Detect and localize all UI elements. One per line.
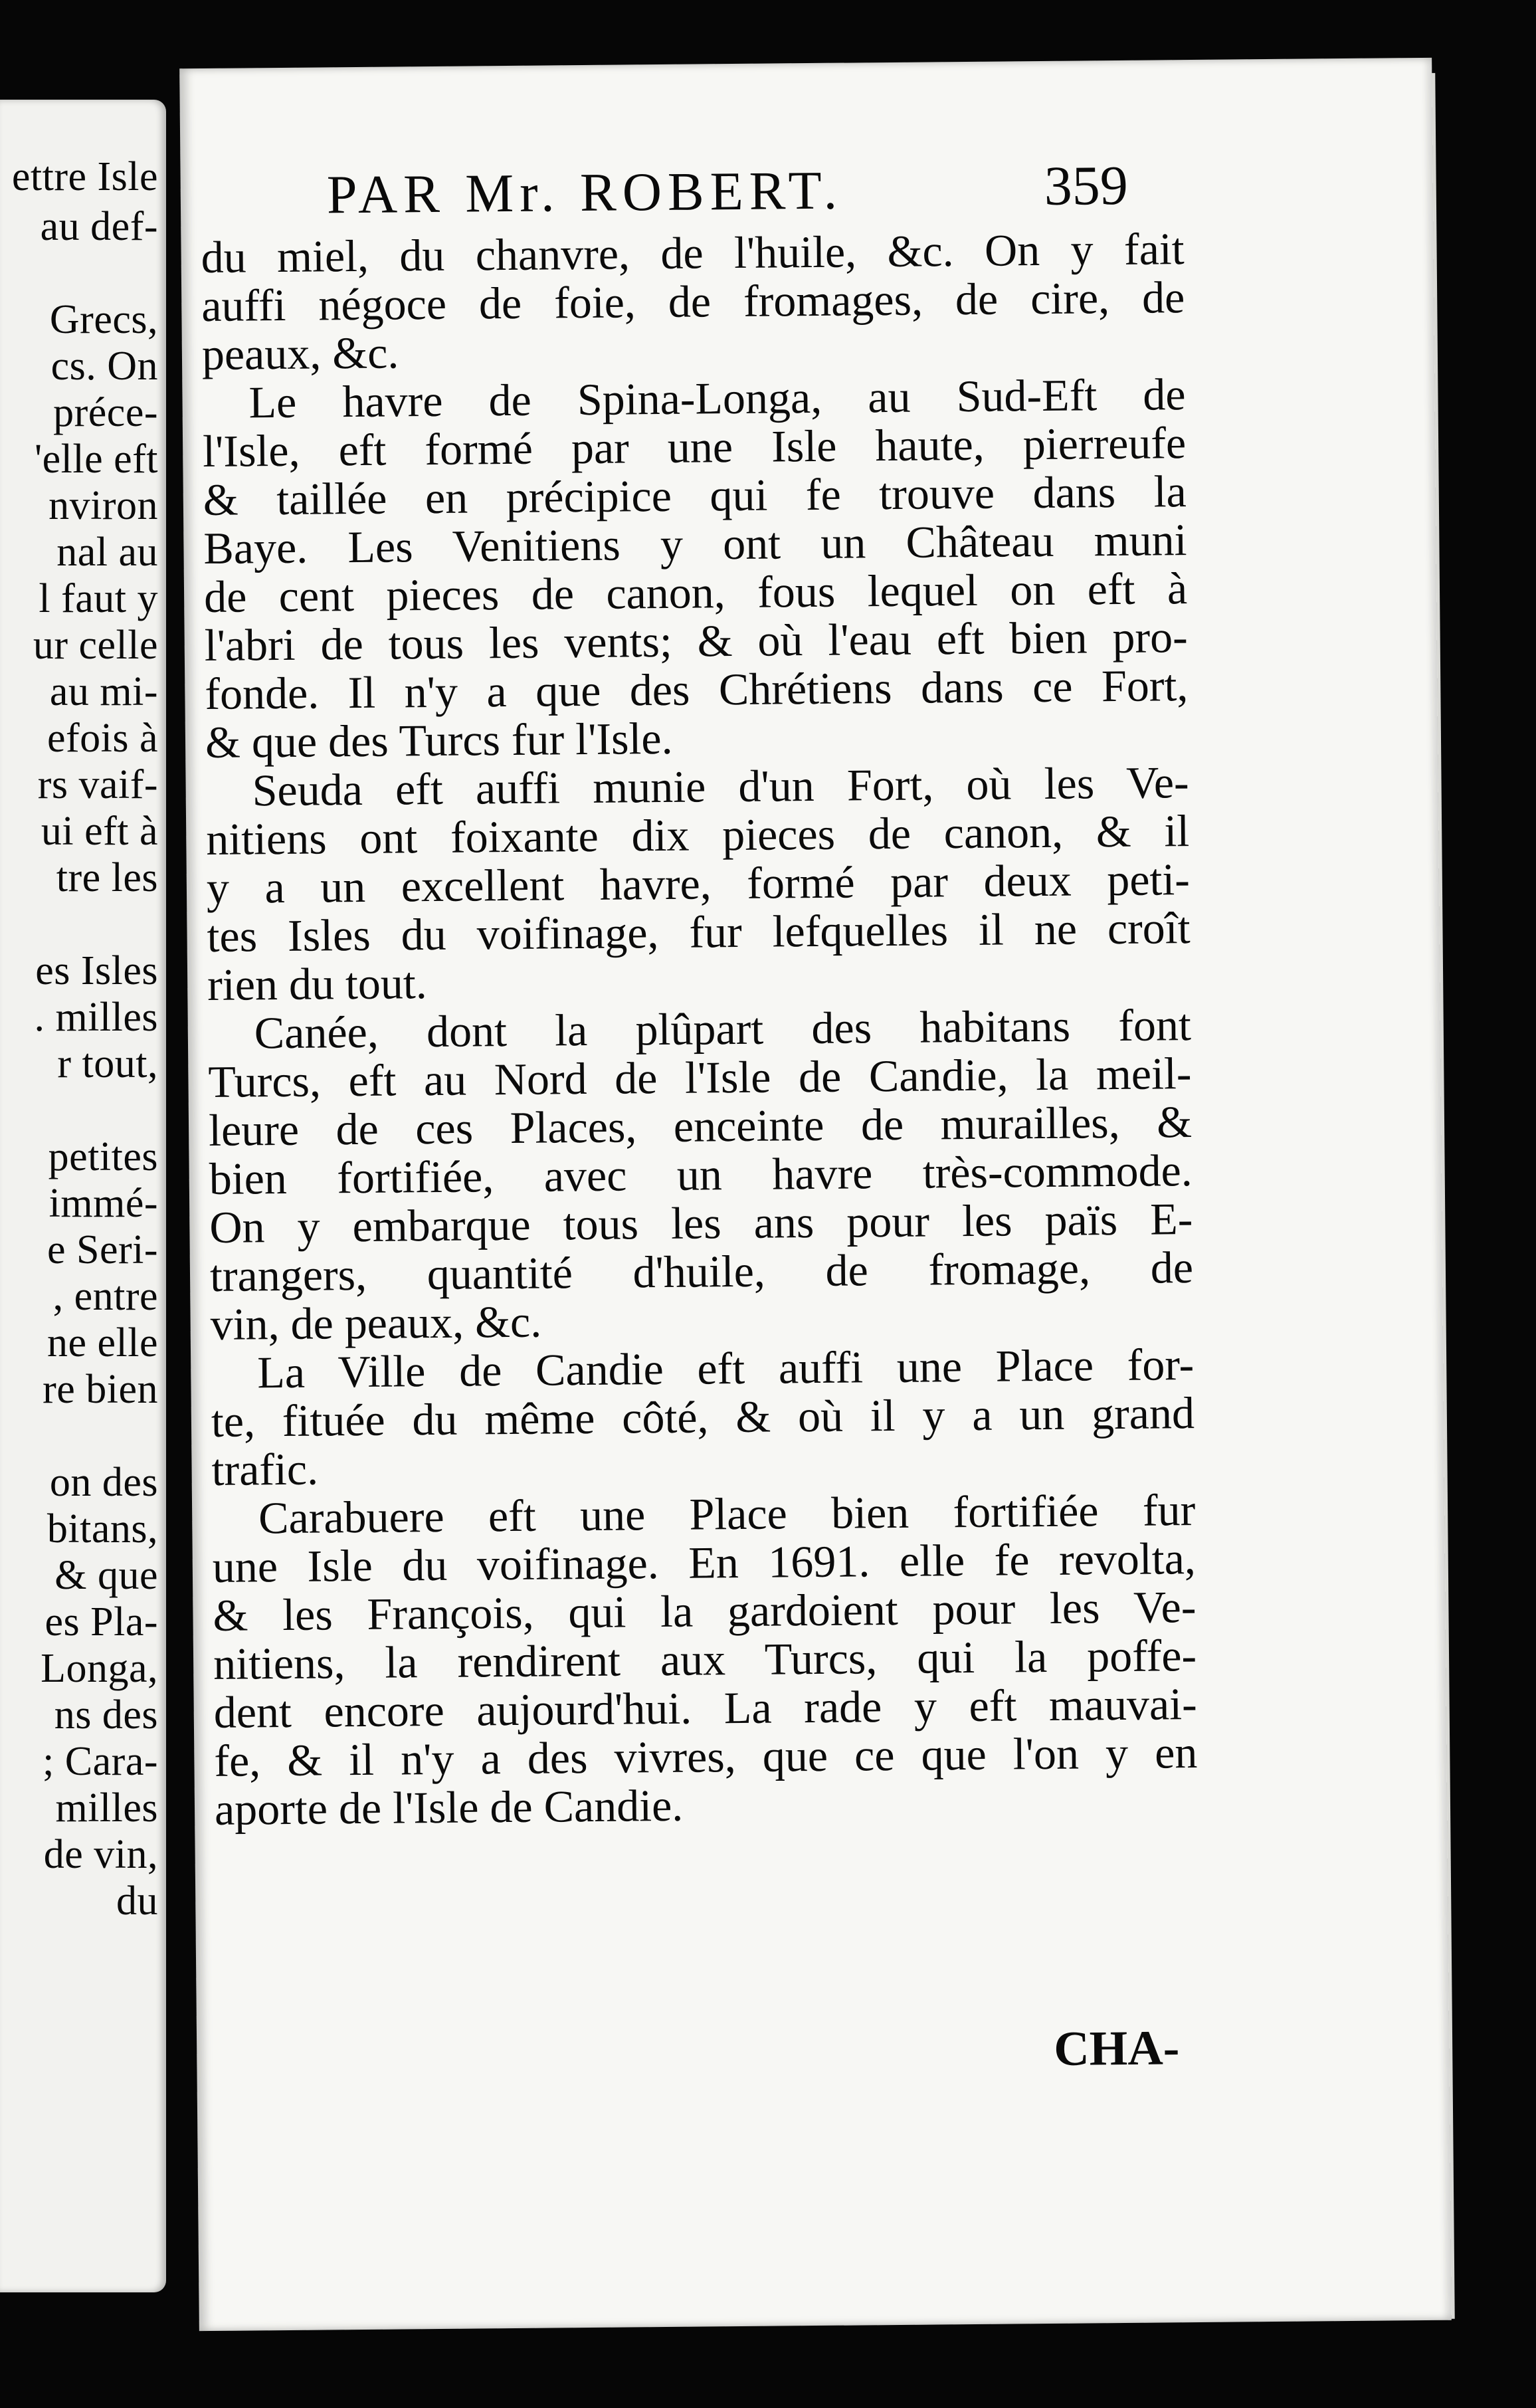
facing-page-line: es Pla- (45, 1599, 158, 1645)
facing-page-line: nal au (56, 530, 158, 575)
running-head: PAR Mr. ROBERT. (326, 159, 844, 225)
text-line: vin, de peaux, &c. (210, 1296, 542, 1350)
paragraph (205, 758, 1191, 1009)
facing-page-line: e Seri- (47, 1227, 158, 1272)
text-line: nitiens ont foixante dix pieces de canon, & il (205, 805, 1190, 864)
text-line: trangers, quantité d'huile, de fromage, de (209, 1242, 1194, 1301)
paragraph (208, 1001, 1194, 1349)
facing-page-line: efois à (47, 716, 158, 761)
catchword: CHA- (1053, 2021, 1180, 2076)
facing-page-line: re bien (43, 1367, 158, 1412)
facing-page-line: du (116, 1878, 158, 1924)
text-line: nitiens, la rendirent aux Turcs, qui la poffe- (213, 1630, 1197, 1689)
facing-page-line: ns des (54, 1692, 158, 1738)
facing-page-line: es Isles (35, 948, 158, 993)
text-line: Turcs, eft au Nord de l'Isle de Candie, la meil- (208, 1048, 1192, 1107)
paragraph (202, 370, 1189, 767)
facing-page-line: milles (55, 1785, 158, 1831)
paragraph (201, 225, 1185, 379)
facing-page-line: cs. On (50, 344, 158, 389)
page-number: 359 (1044, 154, 1129, 217)
text-line: Baye. Les Venitiens y ont un Château muni (203, 514, 1187, 573)
text-line: y a un excellent havre, formé par deux peti- (206, 854, 1191, 913)
text-line: aporte de l'Isle de Candie. (214, 1779, 684, 1835)
text-line: dent encore aujourd'hui. La rade y eft mauvai- (213, 1678, 1198, 1738)
text-line: l'Isle, eft formé par une Isle haute, pierreufe (202, 417, 1187, 477)
text-line: l'abri de tous les vents; & où l'eau eft bien pro- (204, 611, 1189, 670)
text-line: & les François, qui la gardoient pour les Ve- (213, 1581, 1197, 1641)
text-line: Canée, dont la plûpart des habitans font (254, 999, 1192, 1058)
facing-page-line: & que (54, 1553, 158, 1598)
facing-page-line: Grecs, (49, 297, 158, 342)
text-line: du miel, du chanvre, de l'huile, &c. On y fait (201, 223, 1185, 283)
text-line: On y embarque tous les ans pour les païs E- (209, 1193, 1193, 1253)
facing-page-fragment (0, 100, 166, 2292)
text-line: tes Isles du voifinage, fur lefquelles il ne croît (207, 902, 1191, 961)
facing-page-line: nviron (48, 483, 158, 528)
text-line: une Isle du voifinage. En 1691. elle fe revolta, (212, 1533, 1197, 1592)
facing-page-line: au mi- (49, 669, 158, 714)
text-line: auffi négoce de foie, de fromages, de cire, de (201, 272, 1185, 332)
text-line: fe, & il n'y a des vivres, que ce que l'on y en (214, 1727, 1198, 1786)
text-line: Le havre de Spina-Longa, au Sud-Eft de (248, 369, 1186, 428)
text-line: bien fortifiée, avec un havre très-commode. (209, 1145, 1193, 1204)
facing-page-line: ur celle (33, 623, 158, 668)
facing-page-line: tre les (56, 855, 158, 900)
facing-page-line: rs vaif- (37, 762, 158, 807)
paragraph (211, 1340, 1195, 1494)
facing-page-line: l faut y (39, 576, 158, 621)
text-line: & que des Turcs fur l'Isle. (205, 712, 673, 767)
facing-page-line: ; Cara- (43, 1739, 158, 1784)
facing-page-line: r tout, (57, 1041, 158, 1086)
facing-page-line: ettre Isle (11, 154, 158, 199)
page-body (201, 225, 1198, 1834)
text-line: fonde. Il n'y a que des Chrétiens dans ce Fort, (205, 660, 1189, 719)
facing-page-line: bitans, (47, 1506, 158, 1552)
text-line: de cent pieces de canon, fous lequel on eft à (203, 563, 1188, 622)
facing-page-line: Longa, (41, 1646, 158, 1691)
facing-page-line: ui eft à (41, 809, 158, 854)
facing-page-line: on des (49, 1460, 158, 1505)
facing-page-line: immé- (48, 1181, 158, 1226)
text-line: leure de ces Places, enceinte de murailles, & (208, 1096, 1193, 1155)
text-line: peaux, &c. (201, 327, 399, 380)
text-line: rien du tout. (207, 957, 428, 1010)
paragraph (212, 1486, 1198, 1834)
facing-page-line: au def- (40, 204, 158, 249)
facing-page-line: 'elle eft (34, 437, 158, 482)
facing-page-line: petites (48, 1134, 158, 1179)
text-line: trafic. (211, 1443, 319, 1495)
facing-page-line: . milles (34, 995, 158, 1040)
facing-page-line: , entre (52, 1274, 158, 1319)
text-line: La Ville de Candie eft auffi une Place for- (256, 1339, 1195, 1398)
book-page (179, 58, 1452, 2331)
facing-page-line: ne elle (47, 1320, 158, 1365)
facing-page-line: préce- (53, 390, 158, 435)
text-line: Seuda eft auffi munie d'un Fort, où les Ve- (252, 757, 1189, 816)
text-line: Carabuere eft une Place bien fortifiée fur (258, 1484, 1196, 1544)
text-line: & taillée en précipice qui fe trouve dans la (203, 466, 1187, 526)
text-line: te, fituée du même côté, & où il y a un grand (211, 1387, 1195, 1447)
facing-page-line: de vin, (43, 1832, 158, 1877)
